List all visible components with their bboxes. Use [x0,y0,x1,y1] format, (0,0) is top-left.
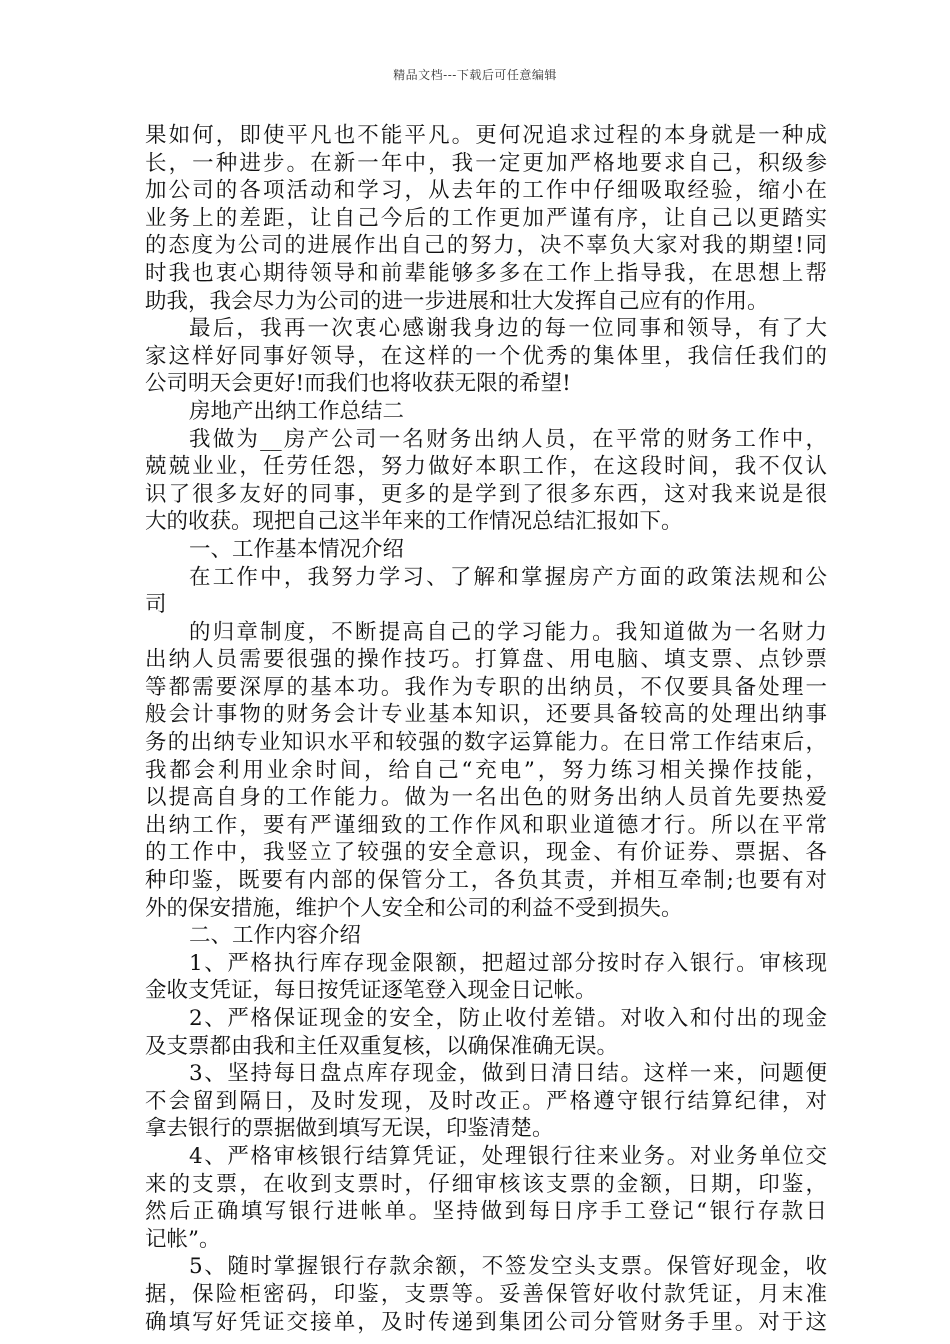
document-body [145,122,827,1336]
text-line: 等都需要深厚的基本功。我作为专职的出纳员，不仅要具备处理一 [145,674,827,700]
text-line: 4、严格审核银行结算凭证，处理银行往来业务。对业务单位交 [189,1143,827,1169]
section-heading: 房地产出纳工作总结二 [189,398,405,424]
text-line: 识了很多友好的同事，更多的是学到了很多东西，这对我来说是很 [145,481,827,507]
text-line: 及支票都由我和主任双重复核，以确保准确无误。 [145,1033,619,1059]
section-heading: 一、工作基本情况介绍 [189,536,405,562]
text-line: 果如何，即使平凡也不能平凡。更何况追求过程的本身就是一种成 [145,123,827,148]
text-line: 来的支票，在收到支票时，仔细审核该支票的金额，日期，印鉴， [145,1171,827,1197]
text-line: 我都会利用业余时间，给自己“充电”，努力练习相关操作技能， [145,757,827,783]
text-line: 2、严格保证现金的安全，防止收付差错。对收入和付出的现金 [189,1006,827,1031]
text-line: 拿去银行的票据做到填写无误，印鉴清楚。 [145,1116,554,1142]
text-line: 种印鉴，既要有内部的保管分工，各负其责，并相互牵制;也要有对 [145,868,827,894]
text-line: 的态度为公司的进展作出自己的努力，决不辜负大家对我的期望!同 [145,233,827,259]
text-line: 大的收获。现把自己这半年来的工作情况总结汇报如下。 [145,509,683,535]
text-line: 家这样好同事好领导，在这样的一个优秀的集体里，我信任我们的 [145,343,827,369]
text-line: 3、坚持每日盘点库存现金，做到日清日结。这样一来，问题便 [189,1061,827,1087]
text-line: 时我也衷心期待领导和前辈能够多多在工作上指导我，在思想上帮 [145,260,827,286]
text-line: 的归章制度，不断提高自己的学习能力。我知道做为一名财力 [189,619,827,645]
text-line: 长，一种进步。在新一年中，我一定更加严格地要求自己，积级参 [145,150,827,176]
text-line: 的工作中，我竖立了较强的安全意识，现金、有价证券、票据、各 [145,840,827,866]
text-line: 外的保安措施，维护个人安全和公司的利益不受到损失。 [145,895,683,921]
text-line: 1、严格执行库存现金限额，把超过部分按时存入银行。审核现 [189,950,827,976]
text-line: 金收支凭证，每日按凭证逐笔登入现金日记帐。 [145,978,597,1004]
text-line: 公司明天会更好!而我们也将收获无限的希望! [145,371,571,397]
text-line: 不会留到隔日，及时发现，及时改正。严格遵守银行结算纪律，对 [145,1088,827,1114]
page-header: 精品文档---下载后可任意编辑 [393,68,557,82]
text-line: 出纳人员需要很强的操作技巧。打算盘、用电脑、填支票、点钞票 [145,647,827,673]
section-heading: 二、工作内容介绍 [189,923,362,949]
text-line: 业务上的差距，让自己今后的工作更加严谨有序，让自己以更踏实 [145,205,827,231]
text-line: 务的出纳专业知识水平和较强的数字运算能力。在日常工作结束后， [145,730,827,756]
text-line: 5、随时掌握银行存款余额，不签发空头支票。保管好现金，收 [189,1254,827,1280]
text-line: 助我，我会尽力为公司的进一步进展和壮大发挥自己应有的作用。 [145,288,769,314]
text-line: 般会计事物的财务会计专业基本知识，还要具备较高的处理出纳事 [145,702,827,728]
text-line: 以提高自身的工作能力。做为一名出色的财务出纳人员首先要热爱 [145,785,827,811]
text-line: 确填写好凭证交接单，及时传递到集团公司分管财务手里。对于这 [145,1309,827,1335]
text-line: 最后，我再一次衷心感谢我身边的每一位同事和领导，有了大 [189,316,827,342]
text-line: 加公司的各项活动和学习，从去年的工作中仔细吸取经验，缩小在 [145,178,827,204]
text-line: 出纳工作，要有严谨细致的工作作风和职业道德才行。所以在平常 [145,812,827,838]
text-line: 司 [145,592,167,618]
text-line: 记帐”。 [145,1226,221,1252]
text-line: 然后正确填写银行进帐单。坚持做到每日序手工登记“银行存款日 [145,1199,827,1225]
text-line: 兢兢业业，任劳任怨，努力做好本职工作，在这段时间，我不仅认 [145,454,827,480]
text-line: 据，保险柜密码，印鉴，支票等。妥善保管好收付款凭证，月末准 [145,1281,827,1307]
text-line: 我做为__房产公司一名财务出纳人员，在平常的财务工作中， [189,426,827,452]
text-line: 在工作中，我努力学习、了解和掌握房产方面的政策法规和公 [189,564,827,590]
